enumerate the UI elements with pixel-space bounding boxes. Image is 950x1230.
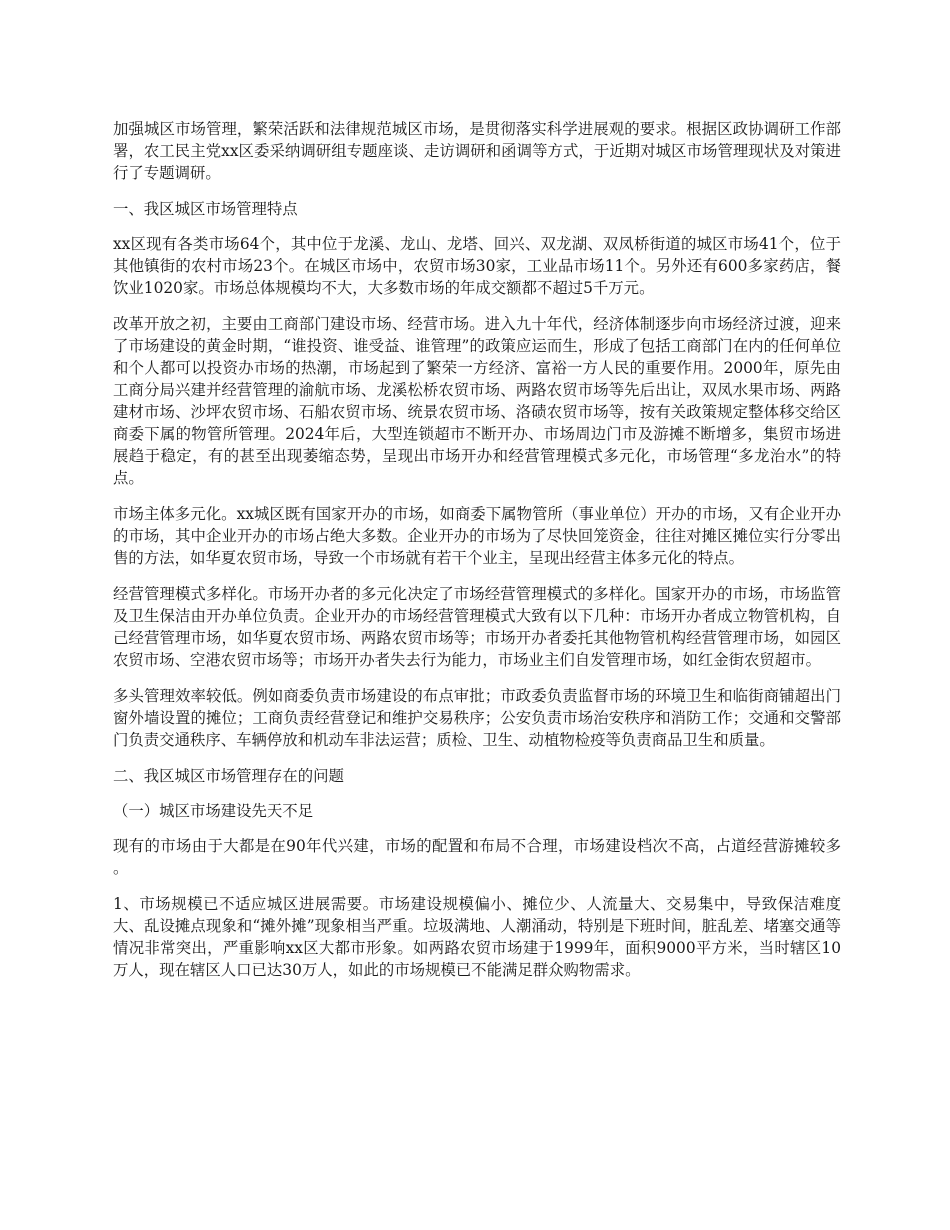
section-heading-2: 二、我区城区市场管理存在的问题 <box>113 767 344 785</box>
diversified-subject-paragraph: 市场主体多元化。xx城区既有国家开办的市场，如商委下属物管所（事业单位）开办的市场，又有企业开办的市场，其中企业开办的市场占绝大多数。企业开办的市场为了尽快回笼资金，往往对摊区摊位实行分零出售的方法，如华夏农贸市场，导致一个市场就有若干个业主，呈现出经营主体多元化的特点。 <box>113 505 841 567</box>
subsection-heading-1: （一）城区市场建设先天不足 <box>113 802 314 820</box>
multi-management-paragraph: 多头管理效率较低。例如商委负责市场建设的布点审批；市政委负责监督市场的环境卫生和临街商铺超出门窗外墙设置的摊位；工商负责经营登记和维护交易秩序；公安负责市场治安秩序和消防工作；交通和交警部门负责交通秩序、车辆停放和机动车非法运营；质检、卫生、动植物检疫等负责商品卫生和质量。 <box>113 687 841 749</box>
market-count-paragraph: xx区现有各类市场64个，其中位于龙溪、龙山、龙塔、回兴、双龙湖、双凤桥街道的城区市场41个，位于其他镇街的农村市场23个。在城区市场中，农贸市场30家，工业品市场11个。另外还有600多家药店，餐饮业1020家。市场总体规模均不大，大多数市场的年成交额都不超过5千万元。 <box>113 235 841 297</box>
document-page <box>113 118 841 995</box>
management-mode-paragraph: 经营管理模式多样化。市场开办者的多元化决定了市场经营管理模式的多样化。国家开办的市场，市场监管及卫生保洁由开办单位负责。企业开办的市场经营管理模式大致有以下几种：市场开办者成立物管机构，自己经营管理市场，如华夏农贸市场、两路农贸市场等；市场开办者委托其他物管机构经营管理市场，如园区农贸市场、空港农贸市场等；市场开办者失去行为能力，市场业主们自发管理市场，如红金街农贸超市。 <box>113 585 841 669</box>
scale-paragraph: 1、市场规模已不适应城区进展需要。市场建设规模偏小、摊位少、人流量大、交易集中，导致保洁难度大、乱设摊点现象和“摊外摊”现象相当严重。垃圾满地、人潮涌动，特别是下班时间，脏乱差、堵塞交通等情况非常突出，严重影响xx区大都市形象。如两路农贸市场建于1999年，面积9000平方米，当时辖区10万人，现在辖区人口已达30万人，如此的市场规模已不能满足群众购物需求。 <box>113 895 841 979</box>
intro-paragraph: 加强城区市场管理，繁荣活跃和法律规范城区市场，是贯彻落实科学进展观的要求。根据区政协调研工作部署，农工民主党xx区委采纳调研组专题座谈、走访调研和函调等方式，于近期对城区市场管理现状及对策进行了专题调研。 <box>113 120 841 182</box>
construction-paragraph: 现有的市场由于大都是在90年代兴建，市场的配置和布局不合理，市场建设档次不高，占道经营游摊较多 。 <box>113 837 841 877</box>
history-paragraph: 改革开放之初，主要由工商部门建设市场、经营市场。进入九十年代，经济体制逐步向市场经济过渡，迎来了市场建设的黄金时期，“谁投资、谁受益、谁管理”的政策应运而生，形成了包括工商部门在内的任何单位和个人都可以投资办市场的热潮，市场起到了繁荣一方经济、富裕一方人民的重要作用。2000年，原先由工商分局兴建并经营管理的渝航市场、龙溪松桥农贸市场、两路农贸市场等先后出让，双凤水果市场、两路建材市场、沙坪农贸市场、石船农贸市场、统景农贸市场、洛碛农贸市场等，按有关政策规定整体移交给区商委下属的物管所管理。2024年后，大型连锁超市不断开办、市场周边门市及游摊不断增多，集贸市场进展趋于稳定，有的甚至出现萎缩态势，呈现出市场开办和经营管理模式多元化，市场管理“多龙治水”的特点。 <box>113 315 841 487</box>
section-heading-1: 一、我区城区市场管理特点 <box>113 200 298 218</box>
